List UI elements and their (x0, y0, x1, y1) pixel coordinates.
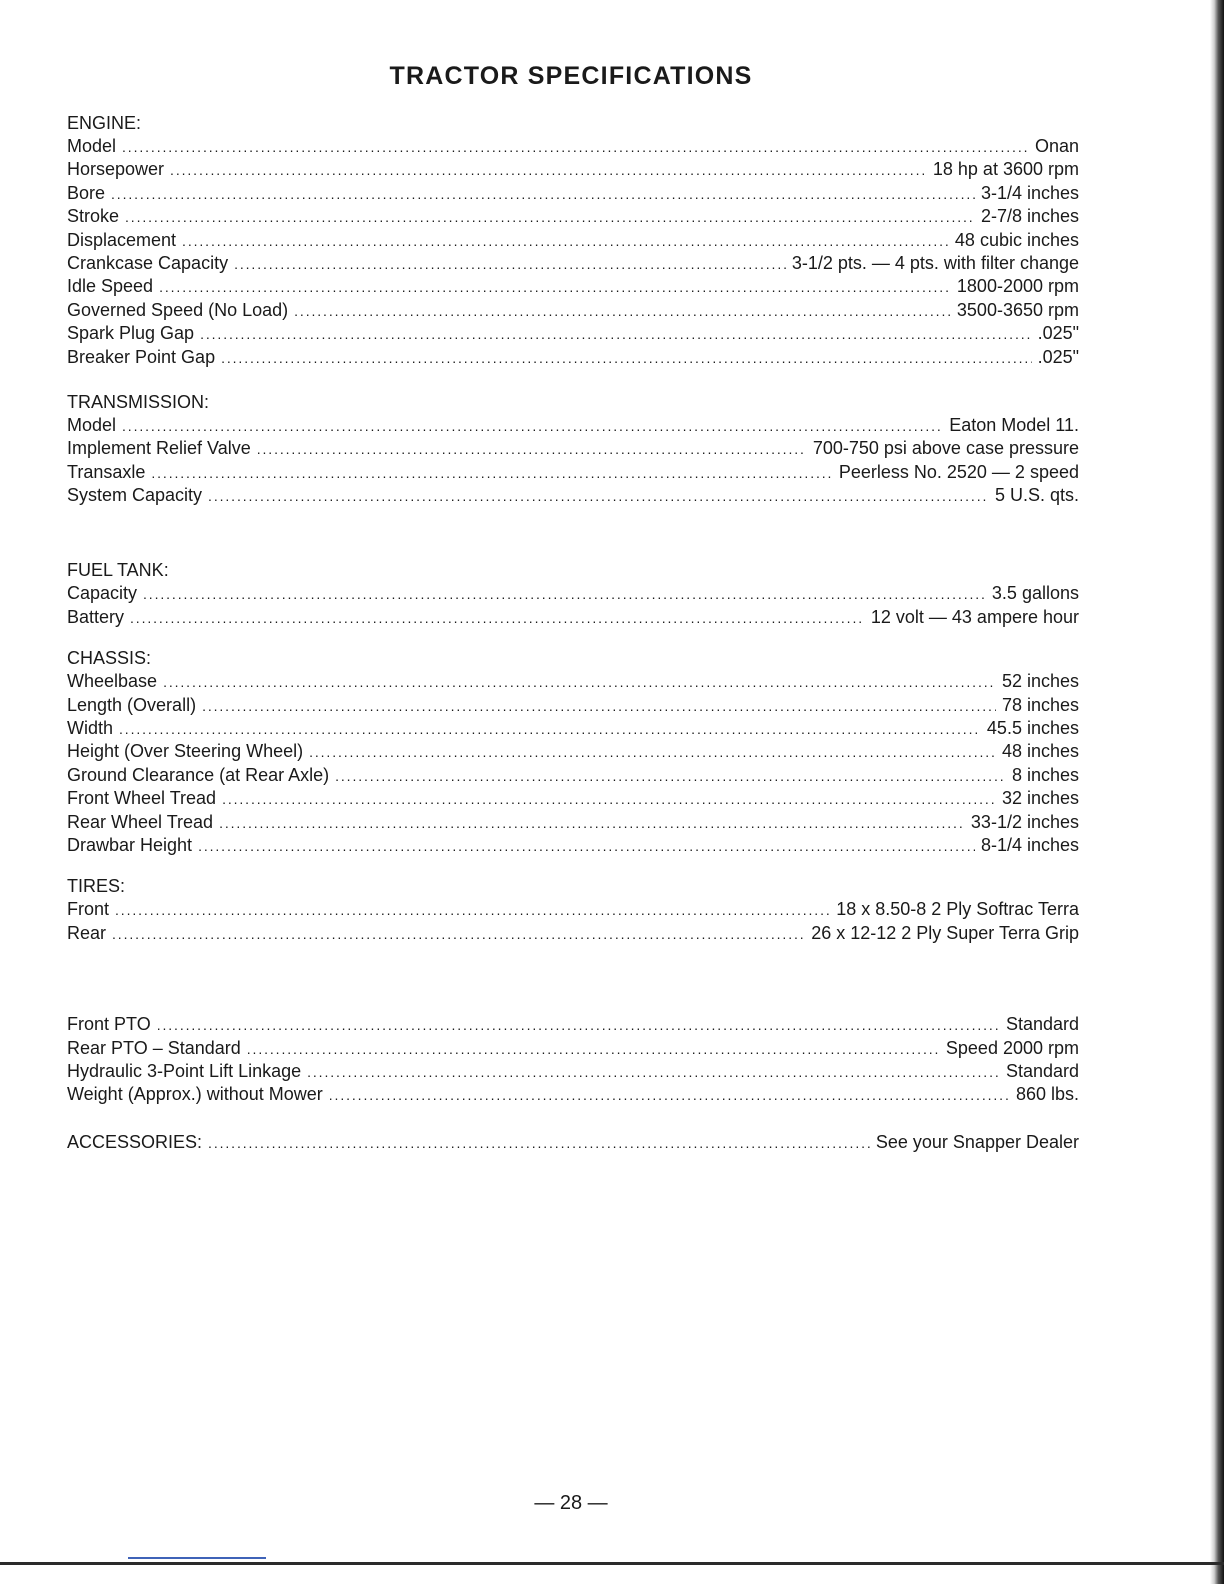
dot-leader (151, 462, 832, 484)
dot-leader (257, 438, 807, 460)
dot-leader (208, 485, 989, 507)
spec-value: Eaton Model 11. (949, 414, 1079, 435)
dot-leader (219, 812, 965, 834)
spec-value: 2-7/8 inches (980, 206, 1079, 227)
spec-label: Weight (Approx.) without Mower (67, 1084, 323, 1105)
spec-label: Horsepower (67, 159, 165, 180)
dot-leader (222, 788, 996, 810)
bottom-rule-accent (128, 1557, 266, 1559)
dot-leader (163, 671, 996, 693)
spec-row (67, 205, 1079, 228)
dot-leader (122, 415, 943, 437)
dot-leader (130, 607, 865, 629)
spec-value: 3-1/2 pts. — 4 pts. with filter change (791, 252, 1079, 273)
spec-label: Transaxle (67, 461, 146, 482)
spec-row (67, 834, 1079, 857)
spec-value: Peerless No. 2520 — 2 speed (838, 461, 1079, 482)
spec-label: Front PTO (67, 1014, 151, 1035)
spec-value: 3-1/4 inches (980, 182, 1079, 203)
spec-row (67, 252, 1079, 275)
dot-leader (335, 765, 1006, 787)
spec-value: 48 cubic inches (954, 229, 1079, 250)
spec-label: Front Wheel Tread (67, 788, 217, 809)
spec-row (67, 670, 1079, 693)
spec-row (67, 1013, 1079, 1036)
spec-row (67, 582, 1079, 605)
dot-leader (119, 718, 981, 740)
dot-leader (221, 347, 1031, 369)
dot-leader (208, 1132, 870, 1154)
spec-value: 1800-2000 rpm (956, 276, 1079, 297)
spec-label: Stroke (67, 206, 120, 227)
spec-row (67, 275, 1079, 298)
spec-label: Spark Plug Gap (67, 323, 195, 344)
section-heading: ENGINE: (67, 113, 142, 133)
section-heading: TRANSMISSION: (67, 391, 210, 412)
dot-leader (112, 923, 805, 945)
spec-row (67, 787, 1079, 810)
spec-label: Implement Relief Valve (67, 438, 251, 459)
spec-label: Model (67, 414, 117, 435)
dot-leader (182, 230, 949, 252)
spec-label: Length (Overall) (67, 694, 197, 715)
dot-leader (111, 183, 975, 205)
page-number: — 28 — (534, 1492, 608, 1514)
spec-value: Standard (1005, 1060, 1079, 1081)
tires-section (67, 875, 1079, 945)
spec-value: 700-750 psi above case pressure (812, 438, 1079, 459)
fuel-tank-section (67, 559, 1079, 629)
spec-label: Rear (67, 922, 107, 943)
spec-value: 26 x 12-12 2 Ply Super Terra Grip (811, 922, 1079, 943)
spec-label: Breaker Point Gap (67, 346, 216, 367)
dot-leader (202, 695, 996, 717)
spec-label: Width (67, 718, 114, 739)
dot-leader (294, 300, 951, 322)
spec-value: 18 hp at 3600 rpm (932, 159, 1079, 180)
dot-leader (157, 1014, 1000, 1036)
spec-value: 3.5 gallons (991, 583, 1079, 604)
chassis-section (67, 647, 1079, 857)
dot-leader (159, 276, 951, 298)
spec-row (67, 158, 1079, 181)
spec-row (67, 322, 1079, 345)
pto-weight-section (67, 1013, 1079, 1107)
spec-label: Drawbar Height (67, 834, 193, 855)
spec-row (67, 606, 1079, 629)
spec-row (67, 437, 1079, 460)
spec-label: Bore (67, 182, 106, 203)
spec-label: Hydraulic 3-Point Lift Linkage (67, 1060, 302, 1081)
spec-label: Crankcase Capacity (67, 252, 229, 273)
spec-label: Displacement (67, 229, 177, 250)
spec-label: Idle Speed (67, 276, 154, 297)
page-title: TRACTOR SPECIFICATIONS (389, 62, 753, 90)
spec-label: ACCESSORIES: (67, 1131, 203, 1152)
spec-row (67, 764, 1079, 787)
spec-label: Rear Wheel Tread (67, 811, 214, 832)
spec-row (67, 135, 1079, 158)
spec-row (67, 299, 1079, 322)
spec-label: Battery (67, 606, 125, 627)
spec-value: See your Snapper Dealer (875, 1131, 1079, 1152)
spec-content (67, 112, 1079, 1154)
spec-value: 3500-3650 rpm (956, 299, 1079, 320)
spec-label: Capacity (67, 583, 138, 604)
spec-value: 860 lbs. (1015, 1084, 1079, 1105)
spec-row (67, 229, 1079, 252)
spec-row (67, 346, 1079, 369)
spec-row (67, 1037, 1079, 1060)
spec-value: 52 inches (1001, 671, 1079, 692)
spec-row (67, 717, 1079, 740)
dot-leader (247, 1038, 940, 1060)
spec-value: .025" (1037, 323, 1079, 344)
spec-label: Height (Over Steering Wheel) (67, 741, 304, 762)
spec-label: System Capacity (67, 485, 203, 506)
dot-leader (115, 899, 830, 921)
spec-row (67, 922, 1079, 945)
spec-row (67, 898, 1079, 921)
dot-leader (309, 741, 996, 763)
dot-leader (198, 835, 975, 857)
spec-value: 33-1/2 inches (970, 811, 1079, 832)
spec-value: 18 x 8.50-8 2 Ply Softrac Terra (836, 899, 1079, 920)
spec-value: 78 inches (1001, 694, 1079, 715)
spec-row (67, 694, 1079, 717)
spec-value: 8 inches (1011, 764, 1079, 785)
section-heading: TIRES: (67, 876, 126, 897)
spec-label: Rear PTO – Standard (67, 1037, 241, 1058)
dot-leader (125, 206, 975, 228)
spec-value: 48 inches (1001, 741, 1079, 762)
spec-row (67, 182, 1079, 205)
engine-section (67, 112, 1079, 369)
spec-value: Standard (1005, 1014, 1079, 1035)
spec-row (67, 1131, 1079, 1154)
spec-label: Front (67, 899, 110, 920)
spec-value: 5 U.S. qts. (994, 485, 1079, 506)
spec-label: Governed Speed (No Load) (67, 299, 289, 320)
spec-value: 32 inches (1001, 788, 1079, 809)
section-heading: FUEL TANK: (67, 560, 169, 581)
bottom-rule (0, 1562, 1224, 1565)
spec-row (67, 740, 1079, 763)
dot-leader (329, 1084, 1010, 1106)
spec-value: 8-1/4 inches (980, 834, 1079, 855)
spec-row (67, 414, 1079, 437)
spec-label: Ground Clearance (at Rear Axle) (67, 764, 330, 785)
spec-value: Speed 2000 rpm (945, 1037, 1079, 1058)
spec-value: Onan (1034, 136, 1079, 156)
spec-row (67, 1083, 1079, 1106)
spec-row (67, 461, 1079, 484)
spec-value: 45.5 inches (986, 718, 1079, 739)
scan-edge-shadow (1210, 0, 1224, 1584)
dot-leader (170, 159, 927, 181)
dot-leader (200, 323, 1031, 345)
dot-leader (143, 583, 986, 605)
spec-row (67, 811, 1079, 834)
dot-leader (234, 253, 786, 275)
transmission-section (67, 391, 1079, 508)
spec-value: .025" (1037, 346, 1079, 367)
dot-leader (122, 136, 1029, 158)
dot-leader (307, 1061, 1000, 1083)
spec-row (67, 484, 1079, 507)
spec-value: 12 volt — 43 ampere hour (870, 606, 1079, 627)
section-heading: CHASSIS: (67, 648, 152, 669)
spec-label: Wheelbase (67, 671, 158, 692)
accessories-section (67, 1131, 1079, 1154)
spec-label: Model (67, 136, 117, 156)
spec-row (67, 1060, 1079, 1083)
